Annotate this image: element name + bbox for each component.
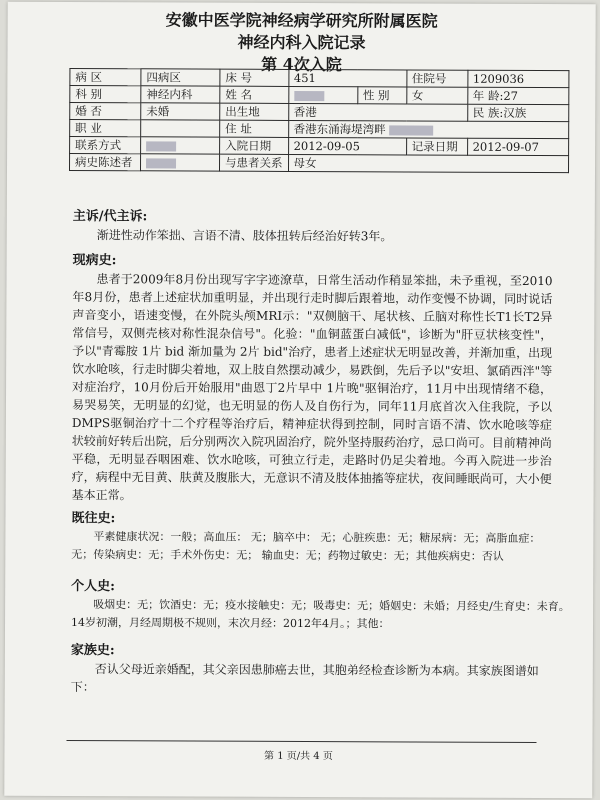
- medical-record-page: [4, 2, 595, 799]
- present-illness-heading: 现病史:: [72, 253, 117, 269]
- birthplace-value: 香港: [288, 103, 467, 121]
- name-label: 姓 名: [220, 86, 289, 103]
- dept-label: 科 别: [70, 85, 141, 102]
- admit-date-label: 入院日期: [220, 137, 289, 154]
- personal-history-heading: 个人史:: [71, 579, 116, 595]
- narrator-label: 病史陈述者: [69, 153, 140, 170]
- redacted-name: [294, 91, 324, 101]
- family-history-text: 否认父母近亲婚配，其父亲因患肺癌去世，其胞弟经检查诊断为本病。其家族图谱如下：: [70, 662, 539, 695]
- family-history-heading: 家族史:: [70, 643, 115, 659]
- record-date-value: 2012-09-07: [467, 138, 568, 155]
- relation-value: 母女: [288, 154, 568, 172]
- dept-value: 神经内科: [141, 86, 220, 103]
- record-title: 神经内科入院记录: [237, 32, 366, 53]
- footer-divider: [67, 740, 537, 743]
- patient-info-table: [69, 68, 569, 173]
- marital-label: 婚 否: [70, 102, 141, 119]
- address-value: 香港东涌海堤湾畔: [293, 121, 386, 137]
- past-history-line-1: 平素健康状况：一般；高血压： 无；脑卒中： 无；心脏疾患：无；糖尿病：无；高脂血症：: [93, 530, 541, 546]
- chief-complaint-text: 渐进性动作笨拙、言语不清、肢体扭转后经治好转3年。: [96, 228, 393, 244]
- address-cell: [288, 120, 568, 138]
- past-history-section: [71, 510, 551, 566]
- bed-value: 451: [288, 69, 406, 87]
- ethnicity-value: 民 族:汉族: [467, 104, 568, 121]
- inpatient-no-value: 1209036: [467, 70, 568, 87]
- admission-count: 第 4次入院: [261, 54, 342, 75]
- present-illness-section: [72, 252, 553, 506]
- redacted-contact: [146, 141, 176, 151]
- admit-date-value: 2012-09-05: [288, 137, 406, 155]
- redacted-address: [389, 125, 433, 135]
- hospital-name: 安徽中医学院神经病学研究所附属医院: [165, 10, 438, 31]
- sex-label: 性 别: [357, 87, 406, 104]
- past-history-heading: 既往史:: [71, 511, 116, 527]
- personal-history-line-2: 14岁初潮，月经周期极不规则，末次月经：2012年4月。；其他：: [70, 616, 390, 631]
- relation-label: 与患者关系: [219, 154, 288, 171]
- family-history-section: [71, 642, 551, 698]
- redacted-narrator: [146, 158, 176, 168]
- address-label: 住 址: [220, 120, 289, 137]
- chief-complaint-section: [73, 208, 553, 246]
- ward-label: 病 区: [70, 68, 141, 85]
- birthplace-label: 出生地: [220, 103, 289, 120]
- narrator-value: [140, 154, 219, 171]
- past-history-line-2: 无；传染病史：无；手术外伤史：无； 输血史：无；药物过敏史：无；其他疾病史：否认: [71, 548, 504, 563]
- personal-history-line-1: 吸烟史：无；饮酒史：无；疫水接触史：无；吸毒史：无；婚姻史：未婚；月经史/生育史：未育。: [93, 598, 570, 614]
- contact-label: 联系方式: [70, 136, 141, 153]
- record-date-label: 记录日期: [406, 138, 467, 155]
- present-illness-text: 患者于2009年8月份出现写字字迹潦草，日常生活动作稍显笨拙，未予重视，至2010年8月份，患者上述症状加重明显，并出现行走时脚后跟着地，动作变慢不协调，同时说话声音变小，语速变慢，在外院头颅MRI示："双侧脑干、尾状核、丘脑对称性长T1长T2异常信号，双侧壳核对称性混杂信号"。化验："血铜蓝蛋白减低"，诊断为"肝豆状核变性"，予以"青霉胺 1片 bid 渐加量为 2片 bid"治疗，患者上述症状无明显改善，并渐加重，出现饮水呛咳，行走时脚尖着地，双上肢自然摆动减少，易跌倒，先后予以"安坦、氯硝西泮"等对症治疗，10月份后开始服用"曲恩丁2片早中 1片晚"驱铜治疗，11月中出现情绪不稳，易哭易笑，无明显的幻觉，也无明显的伤人及自伤行为，同年11月底首次入住我院，予以DMPS驱铜治疗十二个疗程等治疗后，精神症状得到控制，同时言语不清、饮水呛咳等症状较前好转后出院，后分别两次入院巩固治疗，院外坚持服药治疗，忌口尚可。目前精神尚平稳，无明显吞咽困难、饮水呛咳，可独立行走，走路时仍足尖着地。今再入院进一步治疗，病程中无目黄、肤黄及腹胀大，无意识不清及肢体抽搐等症状，夜间睡眠尚可，大小便基本正常。: [71, 272, 553, 503]
- ward-value: 四病区: [141, 69, 220, 86]
- inpatient-no-label: 住院号: [406, 70, 467, 87]
- age-value: 年 龄:27: [467, 87, 568, 104]
- occupation-label: 职 业: [70, 119, 141, 136]
- contact-value: [141, 137, 220, 154]
- occupation-value: [141, 120, 220, 137]
- personal-history-section: [70, 578, 570, 634]
- bed-label: 床 号: [220, 69, 289, 86]
- page-number: 第 1 页/共 4 页: [264, 750, 333, 763]
- sex-value: 女: [406, 87, 467, 104]
- chief-complaint-heading: 主诉/代主诉:: [72, 209, 148, 225]
- marital-value: 未婚: [141, 103, 220, 120]
- name-value: [288, 86, 357, 103]
